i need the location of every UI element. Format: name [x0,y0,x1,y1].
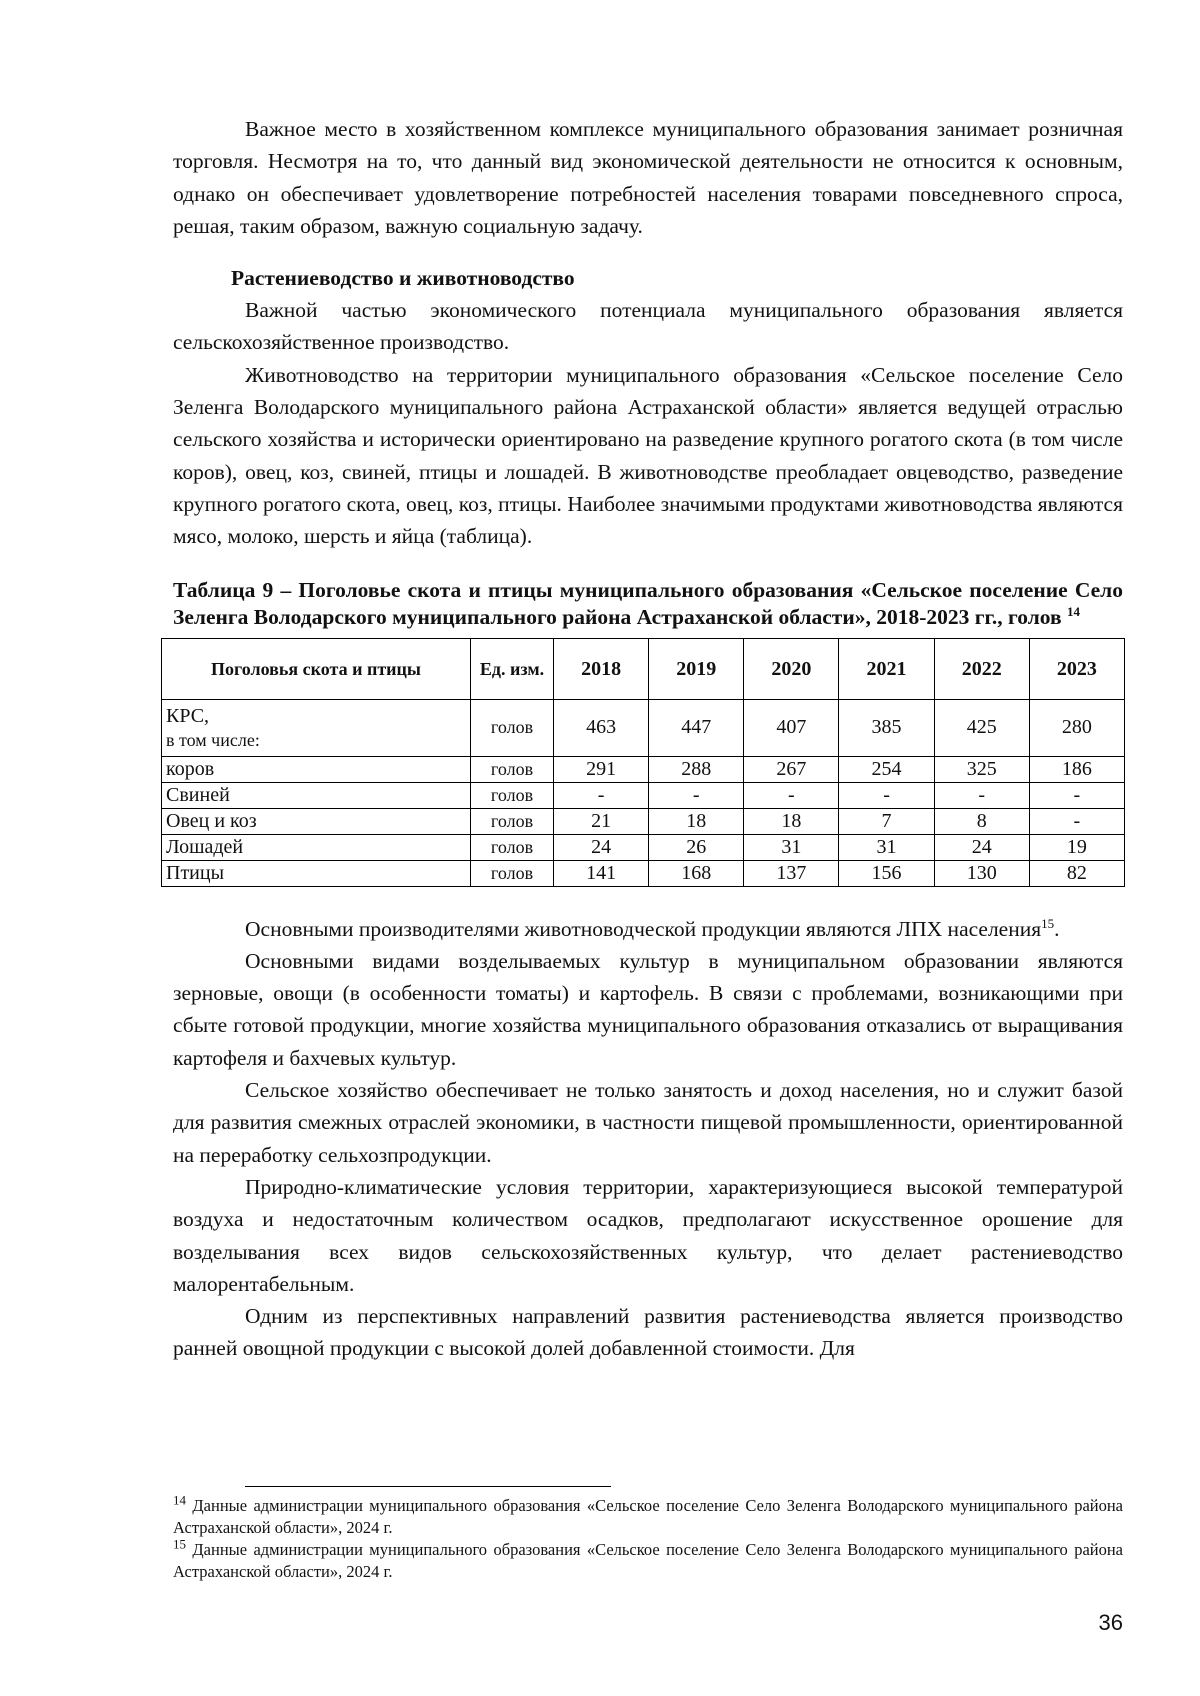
cell-value: 141 [554,860,649,886]
row-unit: голов [471,808,554,834]
header-year: 2022 [934,638,1029,699]
cell-value: 254 [839,756,934,782]
paragraph-agri-potential: Важной частью экономического потенциала муниципального образования является сельскохозяйственное производство. [173,298,1123,355]
cell-value: 31 [744,834,839,860]
header-unit: Ед. изм. [471,638,554,699]
footnote-ref-14: 14 [1066,603,1080,619]
cell-value: 425 [934,699,1029,756]
table-row [162,860,1125,886]
cell-value: 18 [649,808,744,834]
footnote [173,1492,1124,1539]
row-name: Свиней [162,782,471,808]
table-row [162,782,1125,808]
row-unit: голов [471,756,554,782]
cell-value: 280 [1029,699,1124,756]
header-year: 2018 [554,638,649,699]
header-year: 2023 [1029,638,1124,699]
cell-value: - [554,782,649,808]
cell-value: 130 [934,860,1029,886]
livestock-table [161,638,1125,887]
table-caption [173,577,1123,632]
cell-value: 267 [744,756,839,782]
footnote-number: 14 [173,1492,186,1508]
cell-value: 288 [649,756,744,782]
row-name: Птицы [162,860,471,886]
cell-value: 7 [839,808,934,834]
row-name: Овец и коз [162,808,471,834]
header-name: Поголовья скота и птицы [162,638,471,699]
footnote-number: 15 [173,1536,186,1552]
cell-value: 186 [1029,756,1124,782]
cell-value: - [744,782,839,808]
cell-value: 463 [554,699,649,756]
cell-value: 18 [744,808,839,834]
cell-value: 156 [839,860,934,886]
footnote-separator [245,1486,611,1487]
header-year: 2020 [744,638,839,699]
table-row [162,699,1125,756]
table-caption-text: Таблица 9 – Поголовье скота и птицы муниципального образования «Сельское поселение Село Зеленга Володарского муниципального района Астраханской области», 2018-2023 гг., голов [173,577,1123,630]
header-year: 2021 [839,638,934,699]
cell-value: 137 [744,860,839,886]
cell-value: 31 [839,834,934,860]
row-unit: голов [471,860,554,886]
section-heading: Растениеводство и животноводство [231,266,575,291]
cell-value: 407 [744,699,839,756]
row-unit: голов [471,834,554,860]
cell-value: 26 [649,834,744,860]
row-name: Лошадей [162,834,471,860]
cell-value: 325 [934,756,1029,782]
cell-value: - [934,782,1029,808]
paragraph-producers [173,913,1123,945]
footnote-text: Данные администрации муниципального образования «Сельское поселение Село Зеленга Володарского муниципального района Астраханской области», 2024 г. [173,1496,1124,1537]
footnotes [173,1486,1123,1583]
footnote-text: Данные администрации муниципального образования «Сельское поселение Село Зеленга Володарского муниципального района Астраханской области», 2024 г. [173,1540,1124,1581]
paragraph-producers-tail: . [1054,916,1060,941]
cell-value: 447 [649,699,744,756]
row-unit: голов [471,782,554,808]
cell-value: - [839,782,934,808]
paragraph-crops: Основными видами возделываемых культур в муниципальном образовании являются зерновые, овощи (в особенности томаты) и картофель. В связи с проблемами, возникающими при сбыте готовой продукции, многие хозяйства муниципального образования отказались от выращивания картофеля и бахчевых культур. [173,948,1123,1070]
cell-value: 82 [1029,860,1124,886]
paragraph-producers-text: Основными производителями животноводческой продукции являются ЛПХ населения [245,916,1042,941]
cell-value: - [1029,782,1124,808]
paragraph-perspective: Одним из перспективных направлений развития растениеводства является производство ранней овощной продукции с высокой долей добавленной стоимости. Для [173,1304,1123,1361]
row-name: КРС, [166,705,210,728]
paragraph-retail: Важное место в хозяйственном комплексе муниципального образования занимает розничная торговля. Несмотря на то, что данный вид экономической деятельности не относится к основным, однако он обеспечивает удовлетворение потребностей населения товарами повседневного спроса, решая, таким образом, важную социальную задачу. [173,117,1123,238]
table-row [162,808,1125,834]
paragraph-livestock: Животноводство на территории муниципального образования «Сельское поселение Село Зеленга Володарского муниципального района Астраханской области» является ведущей отраслью сельского хозяйства и исторически ориентировано на разведение крупного рогатого скота (в том числе коров), овец, коз, свиней, птицы и лошадей. В животноводстве преобладает овцеводство, разведение крупного рогатого скота, овец, коз, птицы. Наиболее значимыми продуктами животноводства являются мясо, молоко, шерсть и яйца (таблица). [173,362,1123,549]
row-name: коров [162,756,471,782]
cell-value: 21 [554,808,649,834]
cell-value: 385 [839,699,934,756]
cell-value: 168 [649,860,744,886]
row-unit: голов [471,699,554,756]
cell-value: 291 [554,756,649,782]
paragraph-climate: Природно-климатические условия территории, характеризующиеся высокой температурой воздуха и недостаточным количеством осадков, предполагают искусственное орошение для возделывания всех видов сельскохозяйственных культур, что делает растениеводство малорентабельным. [173,1174,1123,1296]
page-content [166,113,1123,1365]
table-header-row [162,638,1125,699]
cell-value: 24 [934,834,1029,860]
cell-value: 8 [934,808,1029,834]
cell-value: 24 [554,834,649,860]
header-year: 2019 [649,638,744,699]
table-row [162,756,1125,782]
footnote-ref-15: 15 [1041,915,1055,931]
footnote [173,1536,1124,1583]
cell-value: - [649,782,744,808]
row-subname: в том числе: [166,730,260,751]
paragraph-agriculture-base: Сельское хозяйство обеспечивает не только занятость и доход населения, но и служит базой для развития смежных отраслей экономики, в частности пищевой промышленности, ориентированной на переработку сельхозпродукции. [173,1078,1123,1167]
cell-value: - [1029,808,1124,834]
cell-value: 19 [1029,834,1124,860]
page-number: 36 [1098,1610,1123,1635]
table-row [162,834,1125,860]
row-name-cell [162,699,471,756]
